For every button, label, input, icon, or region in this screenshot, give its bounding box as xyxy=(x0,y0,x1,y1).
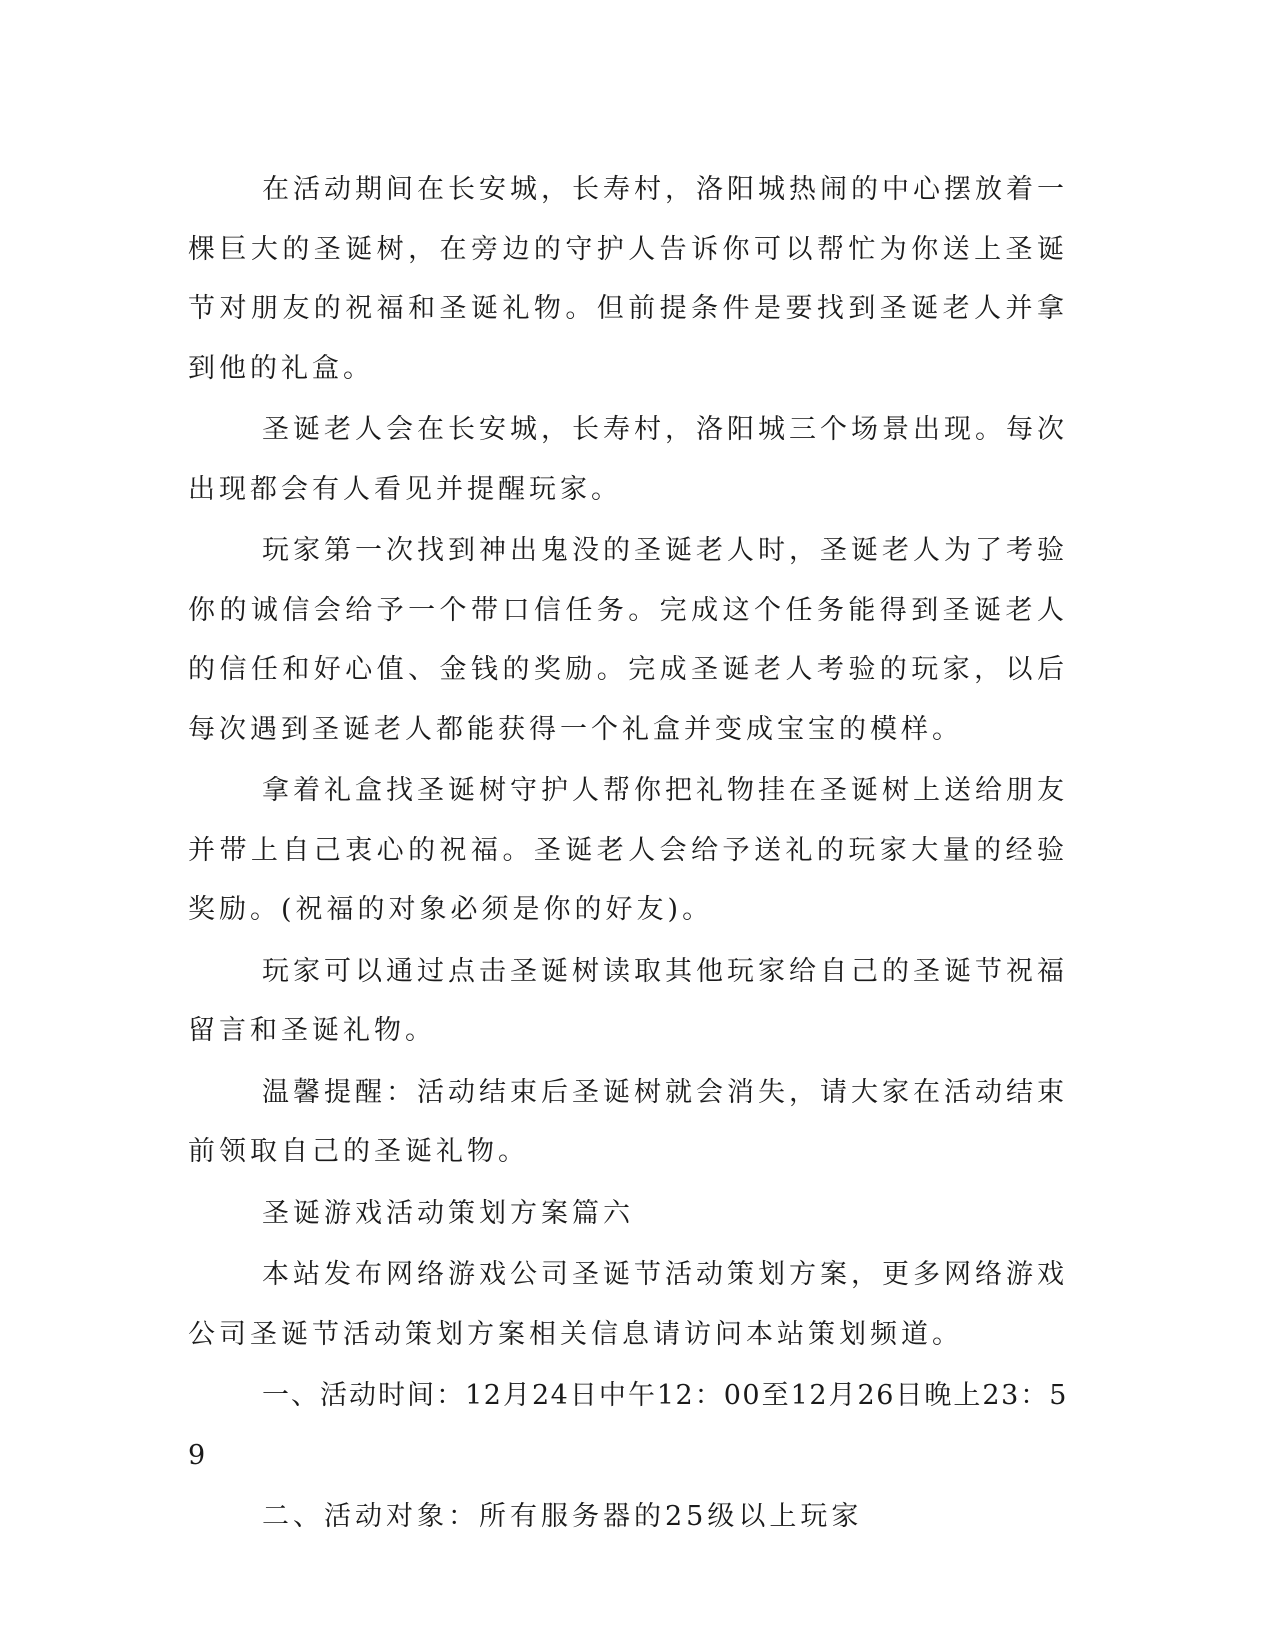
section-heading: 圣诞游戏活动策划方案篇六 xyxy=(262,1197,634,1229)
paragraph-event-time: 一、活动时间：12月24日中午12：00至12月26日晚上23：59 xyxy=(188,1380,1068,1471)
paragraph-santa-task: 玩家第一次找到神出鬼没的圣诞老人时，圣诞老人为了考验你的诚信会给予一个带口信任务。完成这个任务能得到圣诞老人的信任和好心值、金钱的奖励。完成圣诞老人考验的玩家，以后每次遇到圣诞老人都能获得一个礼盒并变成宝宝的模样。 xyxy=(188,535,1068,745)
paragraph-reminder: 温馨提醒：活动结束后圣诞树就会消失，请大家在活动结束前领取自己的圣诞礼物。 xyxy=(188,1076,1068,1167)
paragraph-gift-box: 拿着礼盒找圣诞树守护人帮你把礼物挂在圣诞树上送给朋友并带上自己衷心的祝福。圣诞老人会给予送礼的玩家大量的经验奖励。(祝福的对象必须是你的好友)。 xyxy=(188,775,1068,925)
paragraph-christmas-tree: 在活动期间在长安城，长寿村，洛阳城热闹的中心摆放着一棵巨大的圣诞树，在旁边的守护人告诉你可以帮忙为你送上圣诞节对朋友的祝福和圣诞礼物。但前提条件是要找到圣诞老人并拿到他的礼盒。 xyxy=(188,174,1068,384)
document-body xyxy=(188,160,1068,1549)
paragraph-intro: 本站发布网络游戏公司圣诞节活动策划方案，更多网络游戏公司圣诞节活动策划方案相关信息请访问本站策划频道。 xyxy=(188,1259,1068,1350)
paragraph-read-wishes: 玩家可以通过点击圣诞树读取其他玩家给自己的圣诞节祝福留言和圣诞礼物。 xyxy=(188,955,1068,1046)
paragraph-santa-locations: 圣诞老人会在长安城，长寿村，洛阳城三个场景出现。每次出现都会有人看见并提醒玩家。 xyxy=(188,414,1068,505)
paragraph-event-target: 二、活动对象：所有服务器的25级以上玩家 xyxy=(262,1501,863,1532)
